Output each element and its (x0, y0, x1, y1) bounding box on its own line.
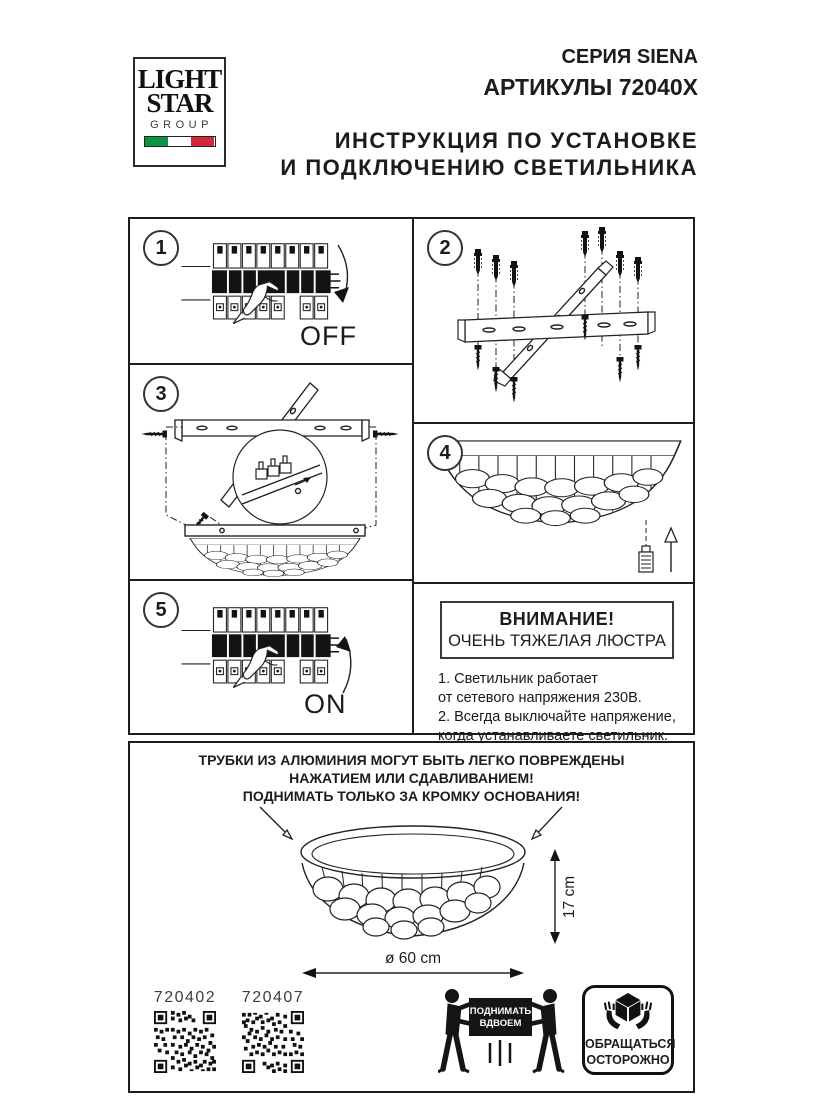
document-title (280, 127, 698, 181)
note-line: от сетевого напряжения 230В. (438, 690, 642, 706)
attention-title: ВНИМАНИЕ! (499, 609, 615, 629)
step-4-panel (414, 424, 693, 584)
step-1-panel (130, 219, 412, 365)
two-person-lift-icon (438, 983, 590, 1085)
lift-badge-line1: ПОДНИМАТЬ (469, 1006, 532, 1017)
note-line: когда устанавливаете светильник. (438, 728, 669, 744)
note-line: 1. Светильник работает (438, 671, 598, 687)
care-badge-line2: ОСТОРОЖНО (586, 1053, 670, 1067)
care-badge-line1: ОБРАЩАТЬСЯ (585, 1037, 676, 1051)
step-5-number: 5 (143, 592, 179, 628)
step-1-number: 1 (143, 230, 179, 266)
height-dimension (550, 849, 578, 944)
diameter-dimension (302, 950, 524, 978)
diameter-label: ø 60 cm (385, 950, 441, 967)
articles-title: АРТИКУЛЫ 72040X (483, 74, 698, 100)
document-title-line2: И ПОДКЛЮЧЕНИЮ СВЕТИЛЬНИКА (280, 155, 698, 180)
chandelier-dimension-drawing (250, 805, 595, 987)
attention-box (440, 601, 674, 659)
logo-word-light: LIGHT (137, 64, 222, 94)
step-2-panel (414, 219, 693, 424)
handling-section (128, 741, 695, 1093)
notes-text (438, 670, 694, 746)
steps-grid (128, 217, 695, 744)
on-label: ON (304, 689, 347, 719)
series-title: СЕРИЯ SIENA (561, 46, 698, 68)
off-label: OFF (300, 321, 357, 351)
step-3-panel (130, 365, 412, 581)
handling-warning-line1: ТРУБКИ ИЗ АЛЮМИНИЯ МОГУТ БЫТЬ ЛЕГКО ПОВРЕЖДЕНЫ (198, 752, 625, 768)
step-2-number: 2 (427, 230, 463, 266)
step-4-number: 4 (427, 435, 463, 471)
article-code-720402: 720402 (153, 989, 217, 1006)
height-label: 17 cm (561, 875, 578, 919)
qr-code-720402 (154, 1011, 216, 1073)
logo-word-star: STAR (146, 88, 213, 118)
note-line: 2. Всегда выключайте напряжение, (438, 709, 676, 725)
handling-warning (130, 751, 693, 805)
handling-warning-line3: ПОДНИМАТЬ ТОЛЬКО ЗА КРОМКУ ОСНОВАНИЯ! (242, 788, 581, 804)
handle-with-care-badge (582, 985, 674, 1075)
logo-word-group: GROUP (150, 119, 213, 131)
article-code-720407: 720407 (241, 989, 305, 1006)
step-5-panel (130, 581, 412, 733)
handling-warning-line2: НАЖАТИЕМ ИЛИ СДАВЛИВАНИЕМ! (289, 770, 534, 786)
warning-section (414, 584, 693, 744)
step-3-number: 3 (143, 376, 179, 412)
lift-badge-line2: ВДВОЕМ (479, 1018, 522, 1029)
italian-flag-stripe (144, 136, 216, 147)
cube-in-hands-icon (599, 992, 657, 1036)
document-title-line1: ИНСТРУКЦИЯ ПО УСТАНОВКЕ (334, 128, 698, 153)
lightstar-logo (133, 57, 226, 167)
qr-code-720407 (242, 1011, 304, 1073)
attention-subtitle: ОЧЕНЬ ТЯЖЕЛАЯ ЛЮСТРА (448, 632, 666, 650)
